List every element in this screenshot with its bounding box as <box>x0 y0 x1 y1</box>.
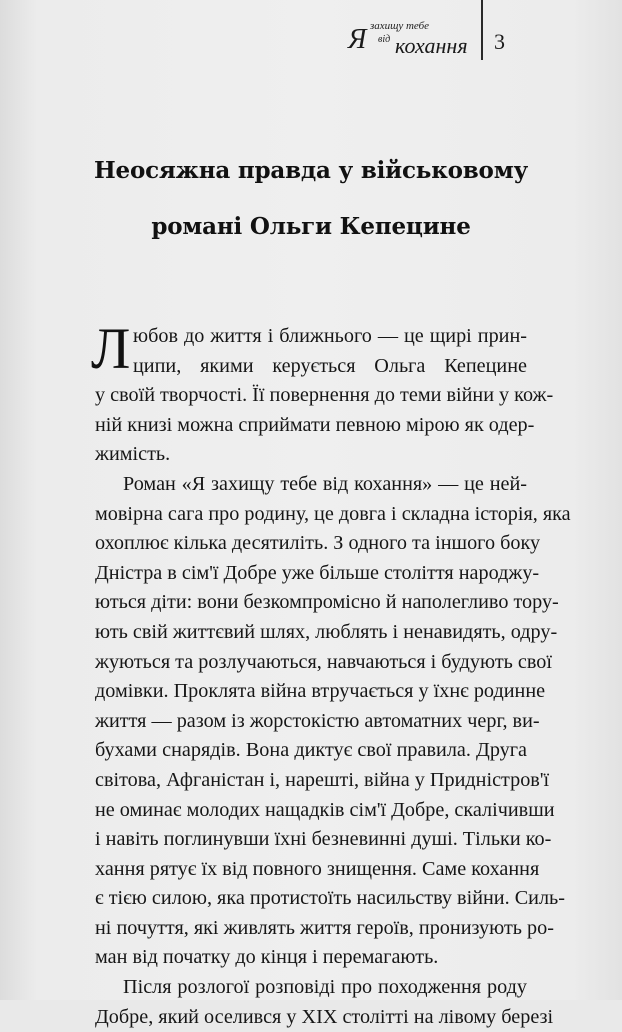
page-number: 3 <box>494 29 505 54</box>
text-line: ють свій життєвий шлях, люблять і ненавидять, одру- <box>95 620 558 643</box>
text-line: домівки. Проклята війна втручається у їхнє родинне <box>95 680 546 703</box>
chapter-title-line-2: романі Ольги Кепецине <box>151 213 471 240</box>
text-line: ються діти: вони безкомпромісно й наполегливо тору- <box>95 591 559 614</box>
text-line: мовірна сага про родину, це довга і складна історія, яка <box>95 502 571 525</box>
text-line: ній книзі можна сприймати певною мірою як одер- <box>95 413 535 436</box>
header-title-vid: від <box>378 34 391 45</box>
header-title-kokhannia: кохання <box>395 33 468 58</box>
text-line: світова, Афганістан і, нарешті, війна у Придністров'ї <box>95 768 550 791</box>
text-line: не оминає молодих нащадків сім'ї Добре, скалічивши <box>95 798 555 821</box>
header-divider <box>481 0 483 60</box>
text-line: юбов до життя і ближнього — це щирі прин- <box>133 325 527 347</box>
text-line: бухами снарядів. Вона диктує свої правила. Друга <box>95 739 527 762</box>
header-title-zahyshchu-tebe: захищу тебе <box>370 20 430 32</box>
text-line: охоплює кілька десятиліть. З одного та іншого боку <box>95 532 541 555</box>
text-line: Дністра в сім'ї Добре уже більше століття народжу- <box>95 561 540 584</box>
text-line: Роман «Я захищу тебе від кохання» — це ней- <box>123 472 527 495</box>
drop-cap: Л <box>91 316 131 381</box>
text-line: жуються та розлучаються, навчаються і будують свої <box>95 650 552 673</box>
text-line: жимість. <box>95 443 171 466</box>
text-line: ні почуття, які живлять життя героїв, пронизують ро- <box>95 916 554 939</box>
text-line: є тією силою, яка протистоїть насильству війни. Силь- <box>95 887 565 910</box>
header-title-ya: Я <box>348 24 367 55</box>
text-line: Добре, який оселився у XIX столітті на лівому березі <box>95 1005 554 1028</box>
text-line: ципи, якими керується Ольга Кепецине <box>133 354 527 377</box>
text-line: хання рятує їх від повного знищення. Саме кохання <box>95 857 540 880</box>
text-line: ман від початку до кінця і перемагають. <box>95 946 439 969</box>
text-line: у своїй творчості. Її повернення до теми війни у кож- <box>95 384 554 407</box>
chapter-title-line-1: Неосяжна правда у військовому <box>93 157 528 184</box>
text-line: Після розлогої розповіді про походження роду <box>123 976 527 999</box>
text-line: і навіть поглинувши їхні безневинні душі. Тільки ко- <box>95 828 552 851</box>
text-line: життя — разом із жорстокістю автоматних черг, ви- <box>95 709 540 732</box>
body-text <box>91 316 571 1032</box>
